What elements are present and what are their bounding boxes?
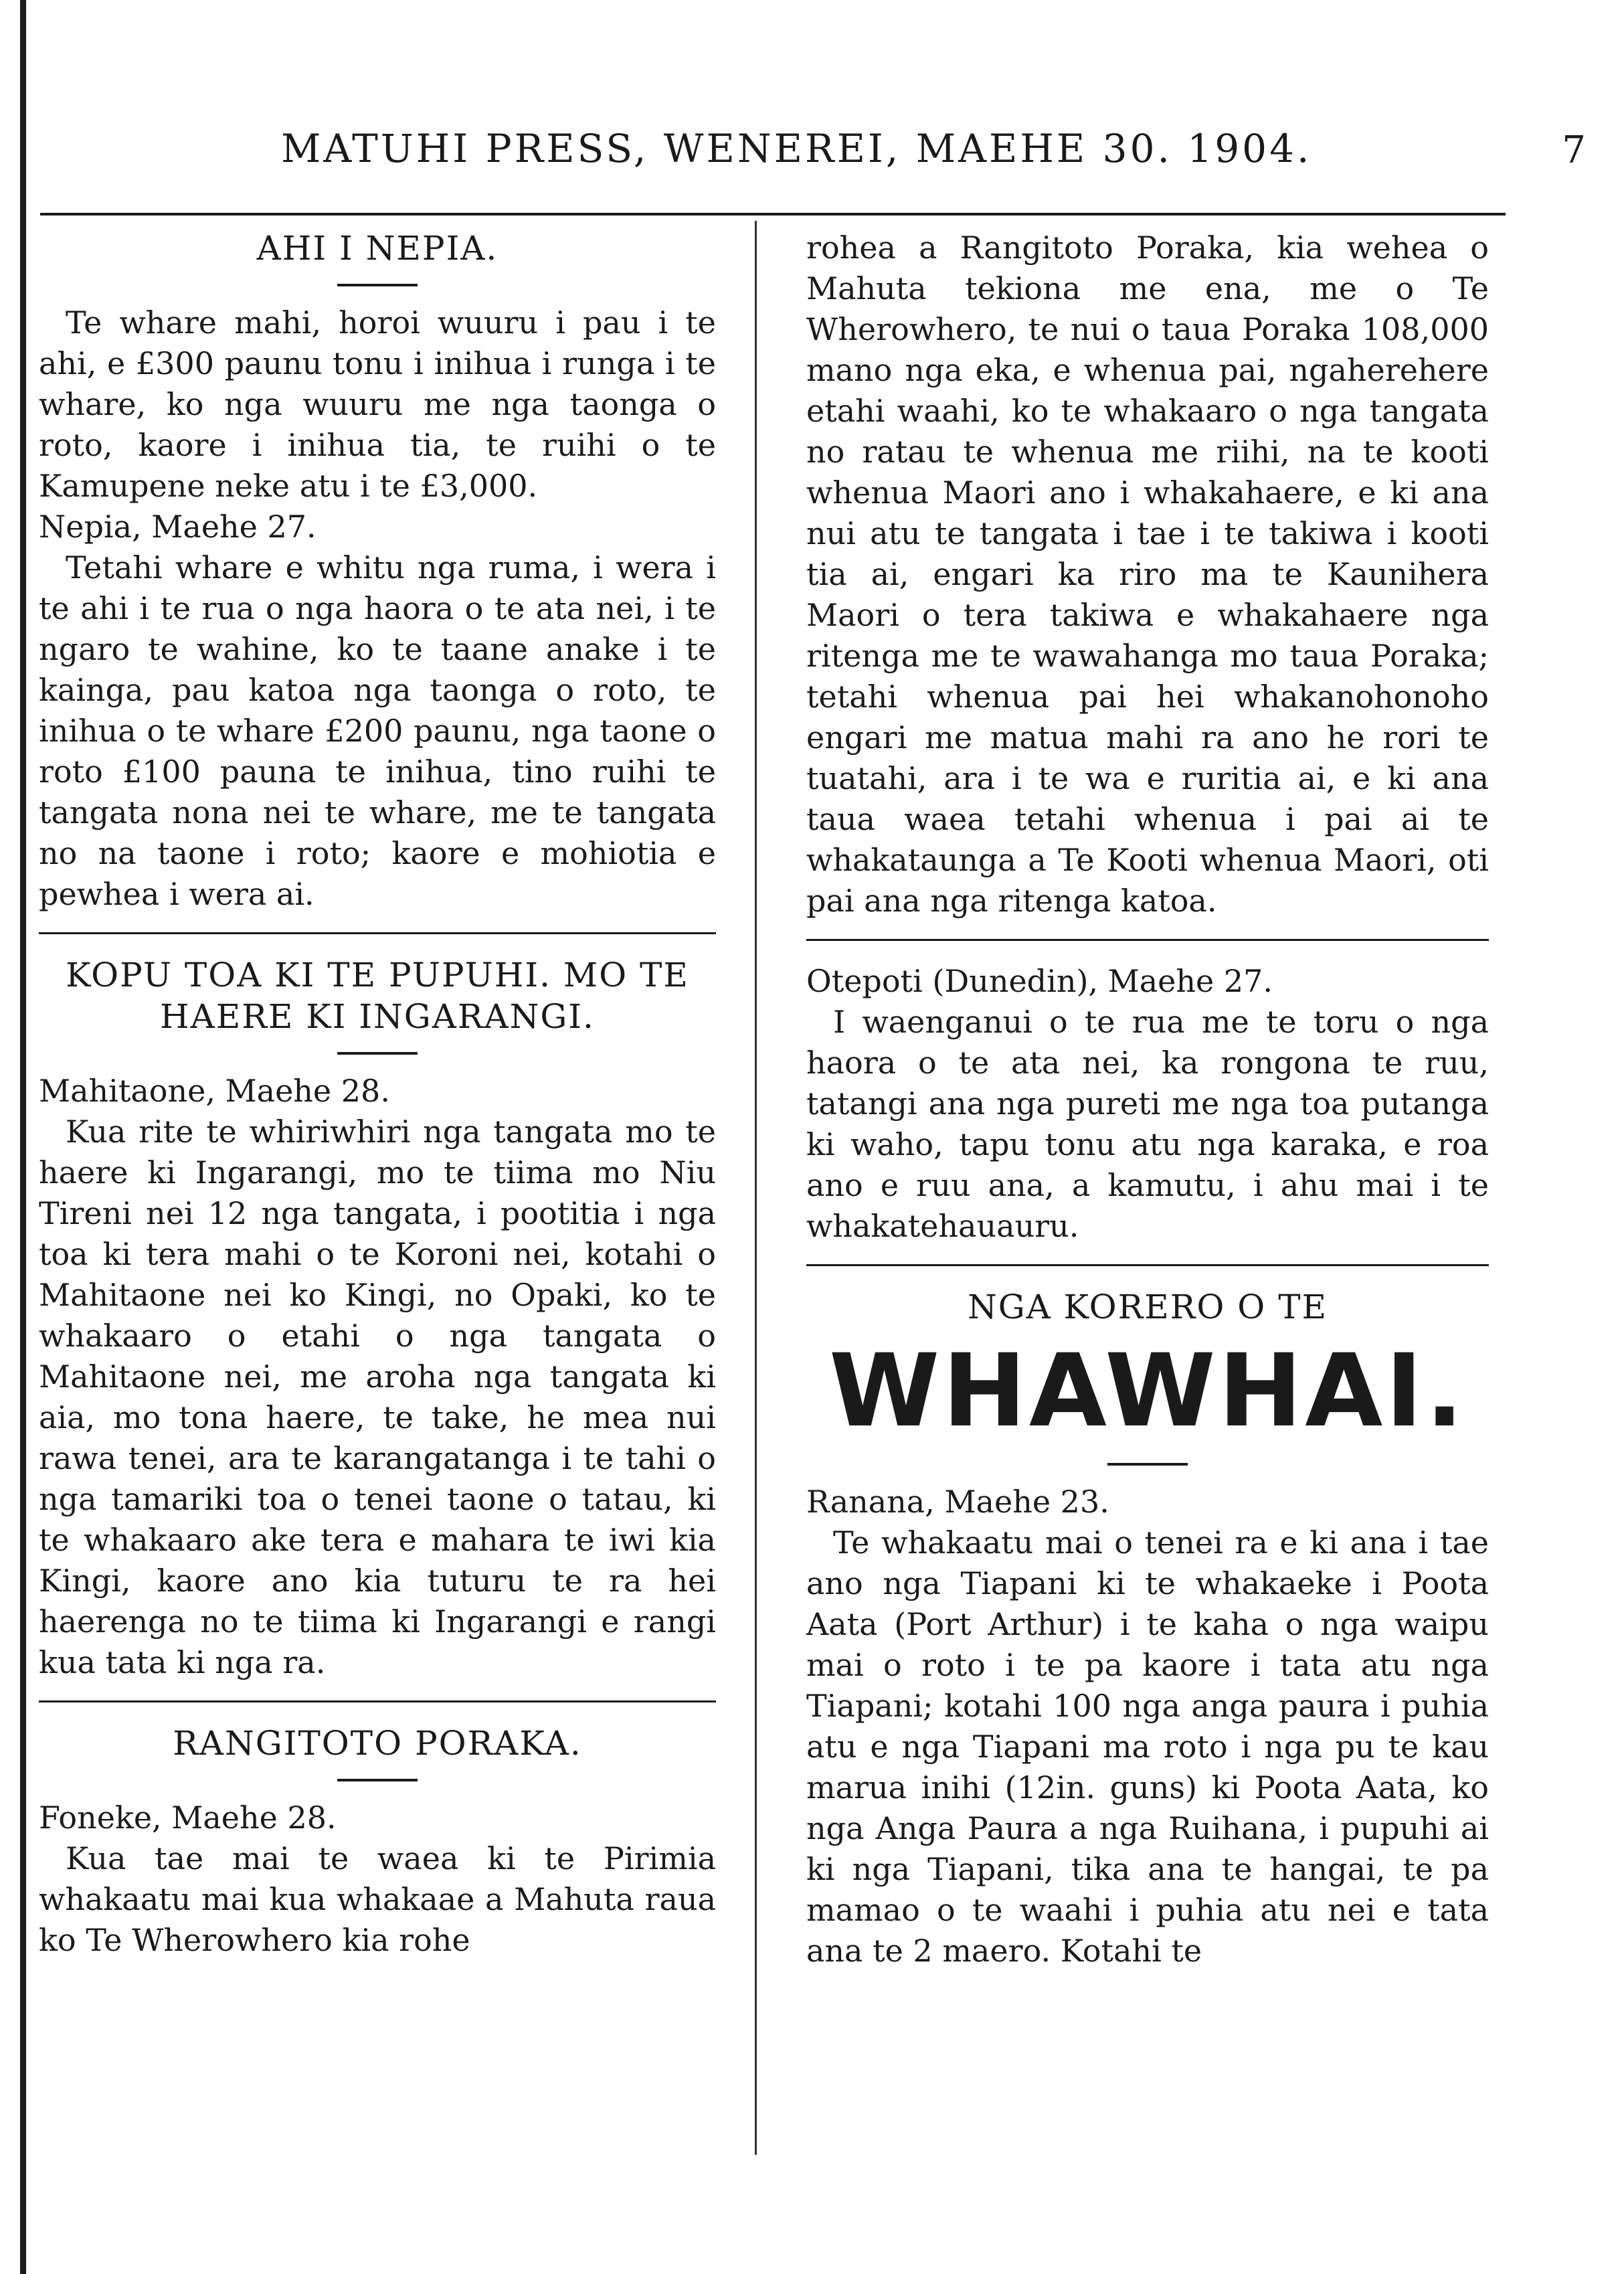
binding-edge-rule: [20, 0, 26, 2274]
article-headline-large: WHAWHAI.: [828, 1333, 1467, 1450]
article-kopu: [39, 954, 716, 1683]
article-paragraph: I waenganui o te rua me te toru o nga haora o te ata nei, ka rongona te ruu, tatangi ana nga pureti me nga toa putanga ki waho, tapu tonu atu nga karaka, e roa ano e ruu ana, a kamutu, i ahu mai i te whakatehauauru.: [806, 1004, 1489, 1244]
article-headline: AHI I NEPIA.: [256, 229, 499, 268]
dateline: Nepia, Maehe 27.: [39, 509, 317, 545]
dateline: Otepoti (Dunedin), Maehe 27.: [806, 963, 1273, 999]
headline-rule: [337, 1779, 418, 1781]
headline-rule: [337, 1052, 418, 1055]
article-ahi: [39, 228, 716, 915]
article-paragraph: Te whare mahi, horoi wuuru i pau i te ahi, e £300 paunu tonu i inihua i runga i te whare, ko nga wuuru me nga taonga o roto, kaore i inihua tia, te ruihi o te Kamupene neke atu i te £3,000.: [39, 304, 716, 504]
section-rule: [39, 932, 716, 934]
headline-rule: [1107, 1463, 1188, 1466]
left-column: [39, 228, 716, 1961]
running-header: [40, 126, 1586, 186]
article-kicker: NGA KORERO O TE: [967, 1288, 1328, 1326]
headline-rule: [337, 284, 418, 286]
section-rule: [39, 1700, 716, 1702]
article-paragraph: Tetahi whare e whitu nga ruma, i wera i te ahi i te rua o nga haora o te ata nei, i te ngaro te wahine, ko te taane anake i te kainga, pau katoa nga taonga o roto, te inihua o te whare £200 paunu, nga taone o roto £100 pauna te inihua, tino ruihi te tangata nona nei te whare, me te tangata no na taone i roto; kaore e mohiotia e pewhea i wera ai.: [39, 549, 716, 912]
article-headline: KOPU TOA KI TE PUPUHI. MO TE HAERE KI INGARANGI.: [66, 956, 689, 1036]
article-paragraph: Kua tae mai te waea ki te Pirimia whakaatu mai kua whakaae a Mahuta raua ko Te Wherowhero kia rohe: [39, 1840, 716, 1958]
section-rule: [806, 1264, 1489, 1266]
section-rule: [806, 939, 1489, 941]
header-rule: [40, 213, 1506, 215]
masthead-date-line: MATUHI PRESS, WENEREI, MAEHE 30. 1904.: [281, 126, 1312, 171]
article-rangitoto: [39, 1723, 716, 1961]
article-whawhai: [806, 1286, 1489, 1972]
dateline: Mahitaone, Maehe 28.: [39, 1073, 390, 1109]
page-number: 7: [1562, 128, 1586, 172]
article-headline: RANGITOTO PORAKA.: [173, 1724, 582, 1763]
right-column: [806, 228, 1489, 1972]
dateline: Ranana, Maehe 23.: [806, 1484, 1109, 1520]
article-continuation: rohea a Rangitoto Poraka, kia wehea o Mahuta tekiona me ena, me o Te Wherowhero, te nui o taua Poraka 108,000 mano nga eka, e whenua pai, ngaherehere etahi waahi, ko te whakaaro o nga tangata no ratau te whenua me riihi, na te kooti whenua Maori ano i whakahaere, e ki ana nui atu te tangata i tae i te takiwa i kooti tia ai, engari ka riro ma te Kaunihera Maori o tera takiwa e whakahaere nga ritenga me te wawahanga mo taua Poraka; tetahi whenua pai hei whakanohonoho engari me matua mahi ra ano he rori te tuatahi, ara i te wa e ruritia ai, e ki ana taua waea tetahi whenua i pai ai te whakataunga a Te Kooti whenua Maori, oti pai ana nga ritenga katoa.: [806, 230, 1489, 919]
dateline: Foneke, Maehe 28.: [39, 1800, 337, 1836]
article-otepoti: [806, 961, 1489, 1247]
article-paragraph: Te whakaatu mai o tenei ra e ki ana i tae ano nga Tiapani ki te whakaeke i Poota Aata (Port Arthur) i te kaha o nga waipu mai o roto i te pa kaore i tata atu nga Tiapani; kotahi 100 nga anga paura i puhia atu e nga Tiapani ma roto i nga pu te kau marua inihi (12in. guns) ki Poota Aata, ko nga Anga Paura a nga Ruihana, i pupuhi ai ki nga Tiapani, tika ana te hangai, te pa mamao o te waahi i puhia atu nei e tata ana te 2 maero. Kotahi te: [806, 1524, 1489, 1969]
article-paragraph: Kua rite te whiriwhiri nga tangata mo te haere ki Ingarangi, mo te tiima mo Niu Tireni nei 12 nga tangata, i pootitia i nga toa ki tera mahi o te Koroni nei, kotahi o Mahitaone nei ko Kingi, no Opaki, ko te whakaaro o etahi o nga tangata o Mahitaone nei, me aroha nga tangata ki aia, mo tona haere, te take, he mea nui rawa tenei, ara te karangatanga i te tahi o nga tamariki toa o tenei taone o tatau, ki te whakaaro ake tera e mahara te iwi kia Kingi, kaore ano kia tuturu te ra hei haerenga no te tiima ki Ingarangi e rangi kua tata ki nga ra.: [39, 1114, 716, 1680]
column-divider: [755, 221, 757, 2155]
